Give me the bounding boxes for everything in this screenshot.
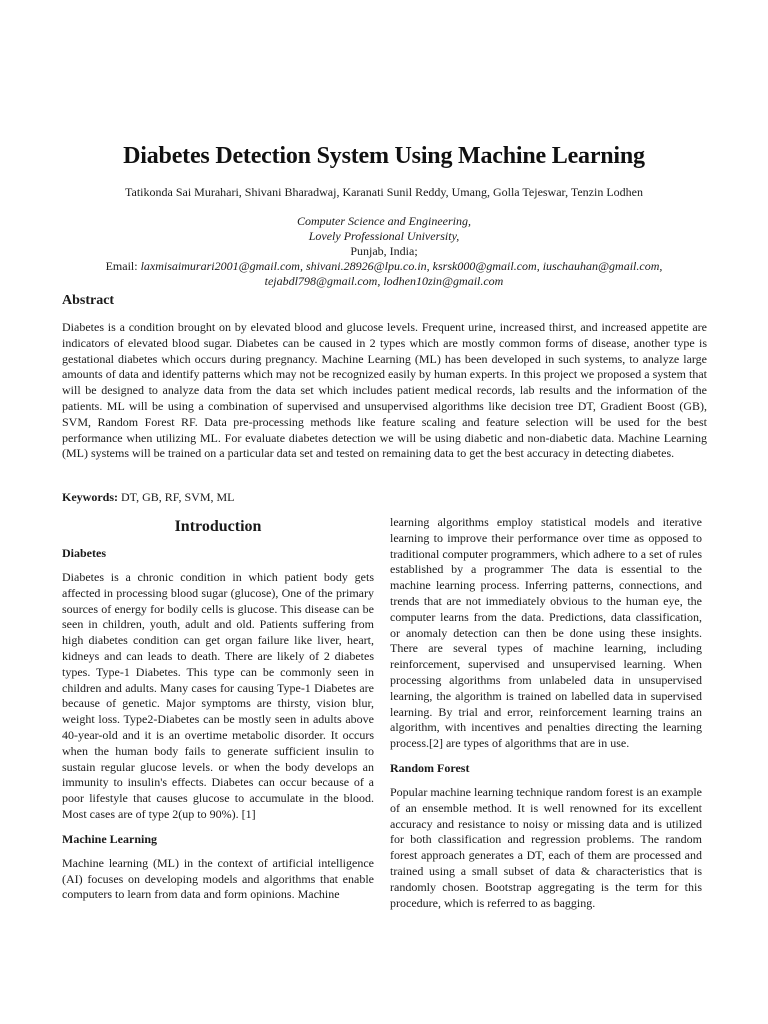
keywords-label: Keywords: — [62, 490, 118, 504]
paper-title: Diabetes Detection System Using Machine Learning — [123, 143, 645, 169]
keywords — [62, 490, 235, 505]
diabetes-paragraph: Diabetes is a chronic condition in which patient body gets affected in processing blood sugar (glucose), One of the primary sources of energy for bodily cells is glucose. This disease can be seen in children, youth, adult and old. Patients suffering from high diabetes condition can get organ failure like liver, heart, kidneys and can leads to death. There are likely of 2 diabetes types. Type-1 Diabetes. This type can be commonly seen in children and adults. Many cases for causing Type-1 Diabetes are because of genetic. Major symptoms are thirsty, vision blur, weight loss. Type2-Diabetes can be mostly seen in adults above 40-year-old and it is an overtime metabolic disorder. It occurs when the human body fails to generate sufficient insulin to sustain regular glucose levels. or when the body develops an immunity to insulin's effects. Diabetes can occur because of a poor lifestyle that causes glucose to accumulate in the blood. Most cases are of type 2(up to 90%). [1] — [62, 570, 374, 821]
abstract-body: Diabetes is a condition brought on by elevated blood and glucose levels. Frequent urine, increased thirst, and increased appetite are indicators of elevated blood sugar. Diabetes can be caused in 2 types which are mostly common forms of disease, another type is gestational diabetes which occurs during pregnancy. Machine Learning (ML) has been developed in such systems, to analyze large amounts of data and identify patterns which may not be recognized easily by human experts. In this project we proposed a system that will be designed to analyze data from the data set which includes patient medical records, lab results and the information of the patients. ML will be using a combination of supervised and unsupervised algorithms like decision tree DT, Gradient Boost (GB), SVM, Random Forest RF. Data pre-processing methods like feature scaling and feature selection will be used for the best performance when utilizing ML. For evaluate diabetes detection we will be using diabetic and non-diabetic data. Machine Learning (ML) systems will be trained on a particular data set and tested on remaining data to get the best accuracy in detecting diabetes. — [62, 320, 707, 461]
email-addresses-1: laxmisaimurari2001@gmail.com, shivani.28926@lpu.co.in, ksrsk000@gmail.com, iuschauhan@gmail.com, — [140, 259, 663, 273]
machine-learning-paragraph-part1: Machine learning (ML) in the context of artificial intelligence (AI) focuses on developing models and algorithms that enable computers to learn from data and form opinions. Machine — [62, 855, 374, 902]
right-column — [390, 515, 702, 920]
university: Lovely Professional University, — [308, 229, 460, 243]
department: Computer Science and Engineering, — [297, 214, 471, 228]
keywords-value: DT, GB, RF, SVM, ML — [118, 490, 235, 504]
author-list: Tatikonda Sai Murahari, Shivani Bharadwaj, Karanati Sunil Reddy, Umang, Golla Tejeswar, Tenzin Lodhen — [125, 185, 643, 199]
machine-learning-heading: Machine Learning — [62, 831, 157, 846]
affiliation-block — [30, 214, 738, 289]
random-forest-paragraph: Popular machine learning technique random forest is an example of an ensemble method. It is well renowned for its excellent accuracy and resistance to noisy or missing data and is utilized for both classification and regression problems. The random forest approach generates a DT, each of them are processed and trained using a small subset of data & characteristics that is randomly chosen. Bootstrap aggregating is the term for this procedure, which is referred to as bagging. — [390, 784, 702, 910]
introduction-heading: Introduction — [174, 518, 262, 535]
random-forest-heading: Random Forest — [390, 760, 470, 775]
email-line-1 — [30, 259, 738, 274]
abstract-heading: Abstract — [62, 293, 115, 308]
email-addresses-2: tejabdl798@gmail.com, lodhen10zin@gmail.com — [264, 274, 504, 288]
diabetes-heading: Diabetes — [62, 546, 106, 560]
location: Punjab, India; — [350, 244, 418, 258]
email-label: Email: — [105, 259, 141, 273]
machine-learning-paragraph-part2: learning algorithms employ statistical models and iterative learning to improve their performance over time as opposed to traditional computer programmers, which adhere to a set of rules established by a programmer The data is essential to the machine learning process. Inferring patterns, connections, and trends that are not immediately obvious to the human eye, the computer learns from the data. Predictions, data classification, or anomaly detection can then be done using these insights. There are several types of machine learning, including reinforcement, supervised and unsupervised learning. When processing algorithms from unlabeled data in unsupervised learning, the algorithm is trained on labelled data in supervised learning. By trial and error, reinforcement learning trains an algorithm, with incentives and penalties directing the learning process.[2] are types of algorithms that are in use. — [390, 515, 702, 751]
left-column — [62, 517, 374, 912]
